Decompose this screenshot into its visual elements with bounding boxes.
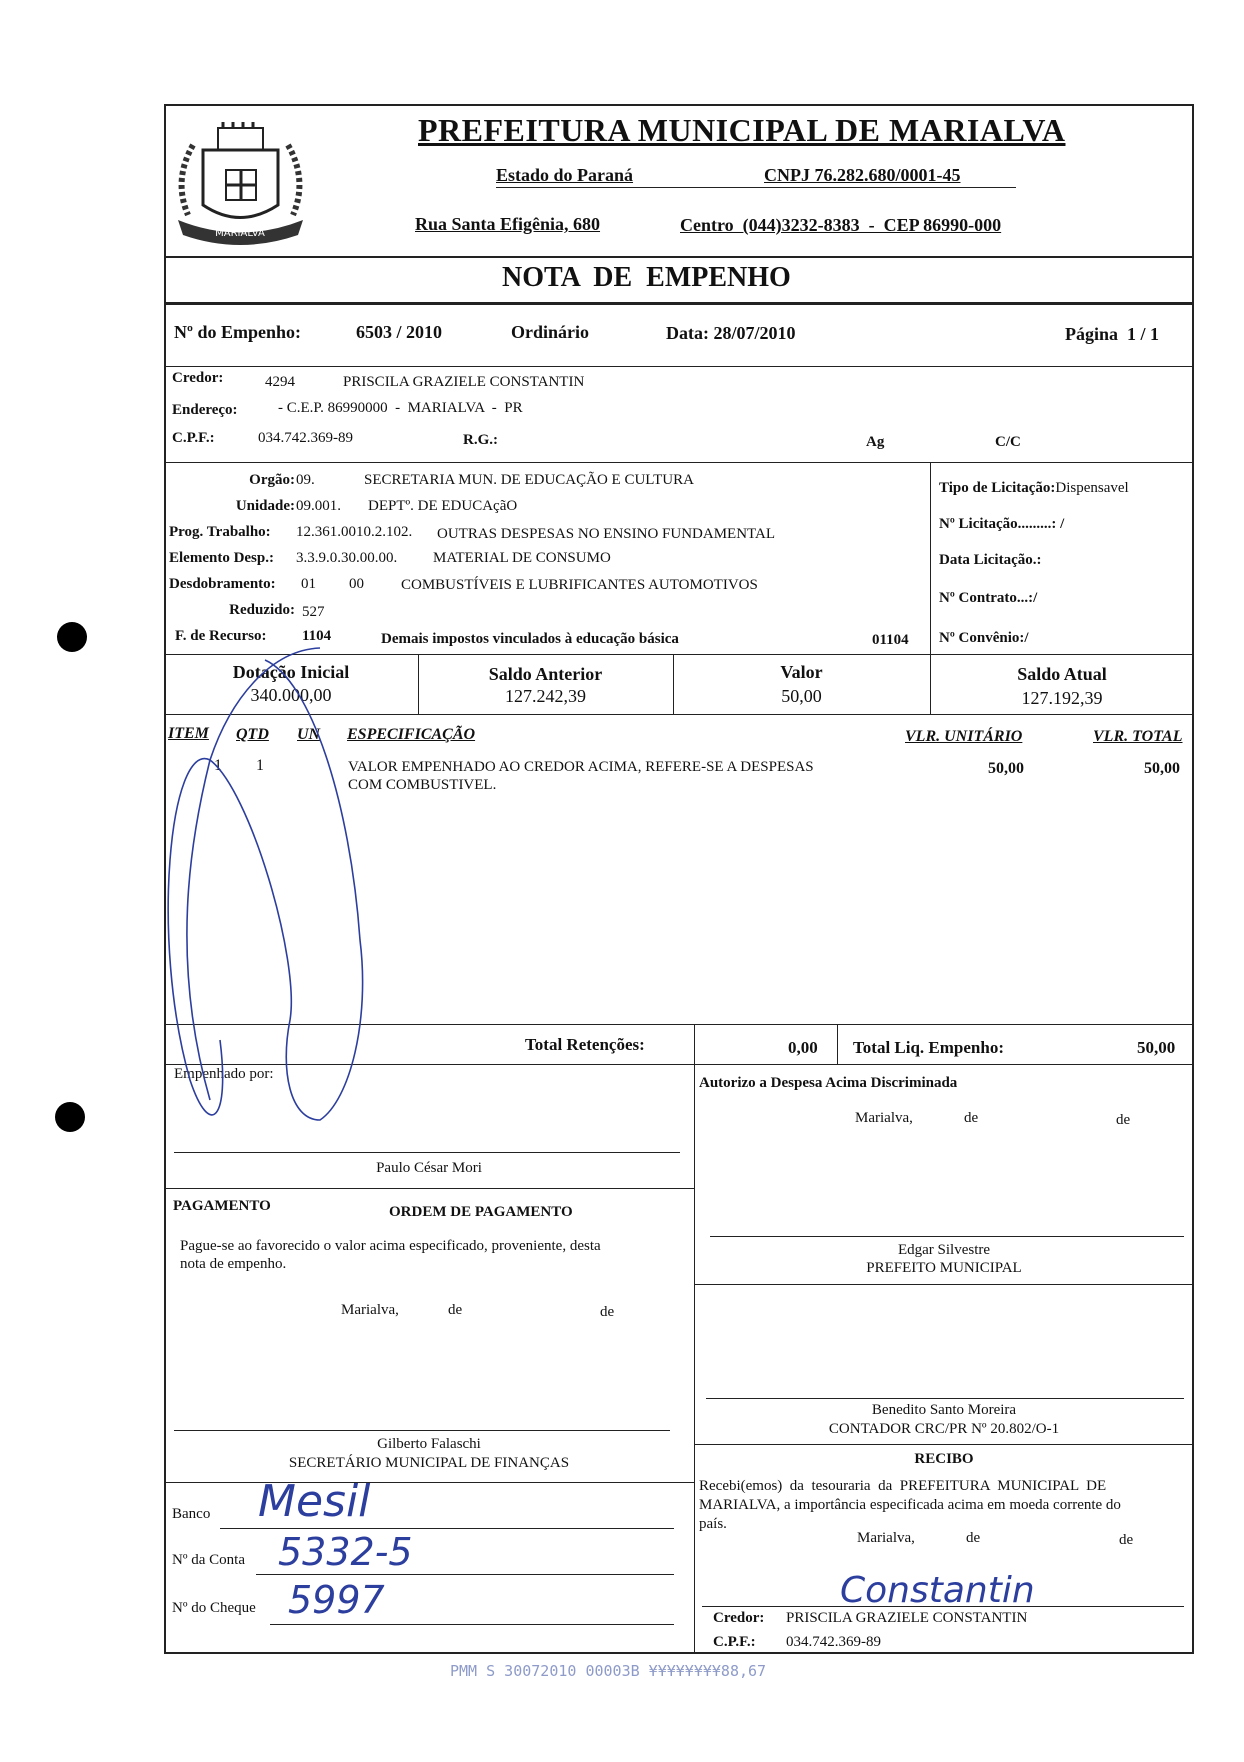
- punch-hole: [55, 1102, 85, 1132]
- empenho-date: Data: 28/07/2010: [666, 323, 796, 343]
- orgao-name: SECRETARIA MUN. DE EDUCAÇÃO E CULTURA: [364, 472, 694, 488]
- total-liq-label: Total Liq. Empenho:: [853, 1038, 1004, 1057]
- signer-gilberto-title: SECRETÁRIO MUNICIPAL DE FINANÇAS: [288, 1455, 570, 1471]
- dotacao-value: 340.000,00: [250, 685, 332, 705]
- total-retencoes-value: 0,00: [788, 1038, 818, 1057]
- elemento-code: 3.3.9.0.30.00.00.: [296, 550, 398, 566]
- contador-title: CONTADOR CRC/PR Nº 20.802/O-1: [828, 1421, 1060, 1437]
- recibo-signature: Constantin: [840, 1570, 1035, 1611]
- reduzido: 527: [302, 604, 325, 620]
- prog-code: 12.361.0010.2.102.: [296, 524, 413, 540]
- document-title: NOTA DE EMPENHO: [502, 262, 791, 293]
- item-qtd: 1: [256, 757, 264, 774]
- empenhado-por-label: Empenhado por:: [174, 1066, 274, 1082]
- credor-label: Credor:: [172, 370, 224, 386]
- desdobramento-name: COMBUSTÍVEIS E LUBRIFICANTES AUTOMOTIVOS: [401, 577, 758, 593]
- recurso-code2: 01104: [872, 632, 909, 648]
- unidade-name: DEPTº. DE EDUCAçãO: [368, 498, 518, 514]
- recibo-credor-label: Credor:: [713, 1610, 765, 1626]
- cpf: 034.742.369-89: [258, 430, 353, 446]
- autorizo-label: Autorizo a Despesa Acima Discriminada: [699, 1075, 958, 1091]
- coat-of-arms-logo: [168, 120, 313, 250]
- cpf-label: C.P.F.:: [172, 430, 215, 446]
- recurso-code: 1104: [302, 628, 332, 644]
- item-total-value: 50,00: [1144, 760, 1180, 777]
- ag-label: Ag: [866, 434, 885, 450]
- conta-label: Nº da Conta: [172, 1552, 245, 1568]
- licitacao-convenio: Nº Convênio:/: [939, 630, 1029, 646]
- cnpj: CNPJ 76.282.680/0001-45: [764, 165, 961, 185]
- credor-name: PRISCILA GRAZIELE CONSTANTIN: [343, 374, 585, 390]
- unidade-code: 09.001.: [296, 498, 341, 514]
- col-vlr-unitario: VLR. UNITÁRIO: [905, 728, 1023, 745]
- reduzido-label: Reduzido:: [229, 602, 295, 618]
- punch-hole: [57, 622, 87, 652]
- desdobramento-code2: 00: [349, 576, 364, 592]
- contador-name: Benedito Santo Moreira: [871, 1402, 1017, 1418]
- pagamento-de1: de: [448, 1302, 463, 1318]
- orgao-code: 09.: [296, 472, 315, 488]
- col-especificacao: ESPECIFICAÇÃO: [347, 726, 476, 743]
- licitacao-tipo-value: Dispensavel: [1055, 480, 1129, 496]
- pagamento-label: PAGAMENTO: [173, 1198, 271, 1214]
- pague-se-line2: nota de empenho.: [180, 1256, 287, 1272]
- col-qtd: QTD: [236, 726, 269, 743]
- recibo-line1: Recebi(emos) da tesouraria da PREFEITURA MUNICIPAL DE: [699, 1478, 1107, 1494]
- licitacao-tipo-label: Tipo de Licitação:: [939, 480, 1056, 496]
- recurso-label: F. de Recurso:: [175, 628, 267, 644]
- item-desc-line1: VALOR EMPENHADO AO CREDOR ACIMA, REFERE-SE A DESPESAS: [348, 759, 814, 775]
- page-title: PREFEITURA MUNICIPAL DE MARIALVA: [418, 112, 1066, 148]
- recibo-title: RECIBO: [914, 1451, 974, 1467]
- handwritten-initials: [150, 640, 410, 1140]
- col-vlr-total: VLR. TOTAL: [1093, 728, 1183, 745]
- valor-label: Valor: [780, 662, 823, 682]
- address: Rua Santa Efigênia, 680: [415, 214, 601, 234]
- recibo-line2: MARIALVA, a importância especificada acima em moeda corrente do: [699, 1497, 1121, 1513]
- banco-label: Banco: [172, 1506, 211, 1522]
- empenho-type: Ordinário: [511, 322, 590, 342]
- col-item: ITEM: [168, 725, 209, 742]
- item-number: 1: [214, 757, 222, 774]
- autorizo-de1: de: [964, 1110, 979, 1126]
- prog-label: Prog. Trabalho:: [169, 524, 271, 540]
- credor-code: 4294: [265, 374, 295, 390]
- cc-label: C/C: [995, 434, 1021, 450]
- empenho-label: Nº do Empenho:: [174, 322, 301, 342]
- unidade-label: Unidade:: [235, 498, 295, 514]
- coat-of-arms-text: MARIALVA: [215, 228, 265, 239]
- item-desc-line2: COM COMBUSTIVEL.: [348, 777, 497, 793]
- desdobramento-label: Desdobramento:: [169, 576, 276, 592]
- recibo-cpf-label: C.P.F.:: [713, 1634, 756, 1650]
- rg-label: R.G.:: [463, 432, 498, 448]
- col-un: UN: [297, 726, 321, 743]
- licitacao-numero: Nº Licitação.........: /: [939, 516, 1065, 532]
- state-label: Estado do Paraná: [496, 165, 634, 185]
- autorizo-place: Marialva,: [855, 1110, 913, 1126]
- valor-value: 50,00: [781, 686, 822, 706]
- endereco-label: Endereço:: [172, 402, 238, 418]
- conta-handwritten: 5332-5: [278, 1530, 413, 1574]
- prefeito-title: PREFEITO MUNICIPAL: [866, 1260, 1022, 1276]
- recibo-de1: de: [966, 1530, 981, 1546]
- licitacao-data: Data Licitação.:: [939, 552, 1042, 568]
- page-number: Página 1 / 1: [1065, 324, 1160, 344]
- center-phone-cep: Centro (044)3232-8383 - CEP 86990-000: [680, 215, 1002, 235]
- stamp-line: PMM S 30072010 00003B ¥¥¥¥¥¥¥¥88,67: [450, 1662, 767, 1680]
- ordem-pagamento-label: ORDEM DE PAGAMENTO: [389, 1204, 573, 1220]
- autorizo-de2: de: [1116, 1112, 1131, 1128]
- elemento-name: MATERIAL DE CONSUMO: [433, 550, 611, 566]
- recibo-place: Marialva,: [857, 1530, 915, 1546]
- recibo-line3: país.: [699, 1516, 727, 1532]
- recibo-cpf: 034.742.369-89: [786, 1634, 881, 1650]
- prog-name: OUTRAS DESPESAS NO ENSINO FUNDAMENTAL: [437, 526, 775, 542]
- item-unit-value: 50,00: [988, 760, 1024, 777]
- prefeito-name: Edgar Silvestre: [897, 1242, 991, 1258]
- total-liq-value: 50,00: [1137, 1038, 1176, 1057]
- recibo-de2: de: [1119, 1532, 1134, 1548]
- saldo-atual-value: 127.192,39: [1021, 688, 1103, 708]
- empenho-number: 6503 / 2010: [356, 322, 443, 342]
- pagamento-de2: de: [600, 1304, 615, 1320]
- pagamento-place: Marialva,: [341, 1302, 399, 1318]
- recibo-credor-name: PRISCILA GRAZIELE CONSTANTIN: [786, 1610, 1028, 1626]
- saldo-anterior-value: 127.242,39: [505, 686, 586, 706]
- cheque-label: Nº do Cheque: [172, 1600, 256, 1616]
- banco-handwritten: Mesil: [258, 1476, 371, 1527]
- desdobramento-code1: 01: [301, 576, 316, 592]
- signer-paulo: Paulo César Mori: [376, 1160, 482, 1176]
- saldo-atual-label: Saldo Atual: [1017, 664, 1107, 684]
- elemento-label: Elemento Desp.:: [169, 550, 274, 566]
- total-retencoes-label: Total Retenções:: [525, 1035, 645, 1054]
- saldo-anterior-label: Saldo Anterior: [488, 664, 603, 684]
- pague-se-line1: Pague-se ao favorecido o valor acima especificado, proveniente, desta: [180, 1238, 601, 1254]
- endereco: - C.E.P. 86990000 - MARIALVA - PR: [278, 400, 523, 416]
- licitacao-contrato: Nº Contrato...:/: [939, 590, 1038, 606]
- cheque-handwritten: 5997: [288, 1578, 385, 1622]
- recurso-name: Demais impostos vinculados à educação básica: [381, 631, 679, 647]
- dotacao-label: Dotação Inicial: [232, 662, 350, 682]
- signer-gilberto: Gilberto Falaschi: [377, 1436, 481, 1452]
- orgao-label: Orgão:: [249, 472, 295, 488]
